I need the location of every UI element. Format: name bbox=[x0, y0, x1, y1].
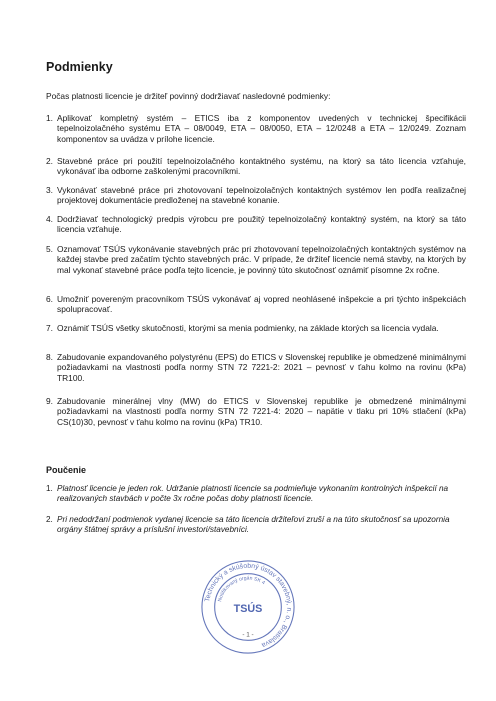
item-number: 1. bbox=[46, 484, 53, 493]
item-text: Pri nedodržaní podmienok vydanej licencie sa táto licencia držiteľovi zruší a na túto skutočnosť sa upozornia orgány štátnej správy a príslušní investori/stavebníci. bbox=[57, 515, 450, 535]
stamp-inner-text: Notifikovaný orgán SK 4 bbox=[217, 575, 266, 603]
item-text: Dodržiavať technologický predpis výrobcu pre použitý tepelnoizolačný kontaktný systém, na ktorý sa táto licencia vzťahuje. bbox=[57, 214, 466, 235]
stamp-ring-text: Technický a skúšobný ústav stavebný, n. o., Bratislava bbox=[204, 562, 293, 649]
item-number: 9. bbox=[46, 396, 53, 406]
item-text: Oznamovať TSÚS vykonávanie stavebných prác pri zhotovovaní tepelnoizolačných kontaktných systémov na každej stavbe pred začatím týchto stavebných prác. V prípade, že držiteľ licencie nemá stavby, na ktorých by mal vykonať stavebné práce podľa tejto licencie, je povinný túto skutočnosť oznámiť písomne 2x ročne. bbox=[57, 244, 466, 275]
svg-text:Notifikovaný orgán SK 4 bbox=[217, 576, 266, 603]
condition-item bbox=[46, 214, 466, 235]
condition-item bbox=[46, 352, 466, 383]
condition-item bbox=[46, 156, 466, 177]
item-text: Platnosť licencie je jeden rok. Udržanie platnosti licencie sa podmieňuje vykonaním kontrolných inšpekcií na realizovaných stavbách v počte 3x ročne počas doby platnosti licencie. bbox=[57, 484, 449, 504]
item-number: 8. bbox=[46, 352, 53, 362]
item-text: Aplikovať kompletný systém – ETICS iba z komponentov uvedených v technickej špecifikácii tepelnoizolačného systému ETA – 08/0049, ETA – 08/0050, ETA – 12/0248 a ETA – 12/0249. Zoznam komponentov sa uvádza v prílohe licencie. bbox=[57, 113, 466, 144]
item-text: Vykonávať stavebné práce pri zhotovovaní tepelnoizolačných kontaktných systémov len podľa realizačnej projektovej dokumentácie predloženej na stavebné konanie. bbox=[57, 185, 466, 206]
heading-notice: Poučenie bbox=[46, 465, 87, 475]
item-number: 7. bbox=[46, 323, 53, 333]
official-stamp bbox=[199, 558, 297, 656]
page-number: - 1 - bbox=[242, 631, 254, 639]
item-number: 4. bbox=[46, 214, 53, 224]
condition-item bbox=[46, 294, 466, 315]
condition-item bbox=[46, 244, 466, 275]
item-number: 2. bbox=[46, 515, 53, 524]
stamp-logo: TSÚS bbox=[233, 602, 263, 615]
notice-item bbox=[46, 515, 466, 536]
notice-item bbox=[46, 484, 466, 505]
item-text: Oznámiť TSÚS všetky skutočnosti, ktorými sa menia podmienky, na základe ktorých sa licencia vydala. bbox=[57, 323, 439, 333]
item-text: Zabudovanie minerálnej vlny (MW) do ETICS v Slovenskej republike je obmedzené minimálnymi požiadavkami na vlastnosti podľa normy STN 72 7221-4: 2020 – napätie v tlaku pri 10% stlačení (kPa) CS(10)30, pevnosť v ťahu kolmo na rovinu (kPa) TR10. bbox=[57, 396, 466, 427]
item-number: 3. bbox=[46, 185, 53, 195]
item-number: 2. bbox=[46, 156, 53, 166]
intro-text: Počas platnosti licencie je držiteľ povinný dodržiavať nasledovné podmienky: bbox=[46, 91, 331, 101]
item-number: 1. bbox=[46, 113, 53, 123]
item-number: 6. bbox=[46, 294, 53, 304]
item-text: Stavebné práce pri použití tepelnoizolačného kontaktného systému, na ktorý sa táto licencia vzťahuje, vykonávať iba odborne zaškolenými pracovníkmi. bbox=[57, 156, 466, 177]
condition-item bbox=[46, 113, 466, 144]
condition-item bbox=[46, 396, 466, 427]
condition-item bbox=[46, 185, 466, 206]
item-text: Zabudovanie expandovaného polystyrénu (EPS) do ETICS v Slovenskej republike je obmedzené minimálnymi požiadavkami na vlastnosti podľa normy STN 72 7221-2: 2021 – pevnosť v ťahu kolmo na rovinu (kPa) TR100. bbox=[57, 352, 466, 383]
item-text: Umožniť povereným pracovníkom TSÚS vykonávať aj vopred neohlásené inšpekcie a pri týchto inšpekciách spolupracovať. bbox=[57, 294, 466, 315]
condition-item bbox=[46, 323, 466, 333]
heading-conditions: Podmienky bbox=[46, 60, 113, 74]
item-number: 5. bbox=[46, 244, 53, 254]
